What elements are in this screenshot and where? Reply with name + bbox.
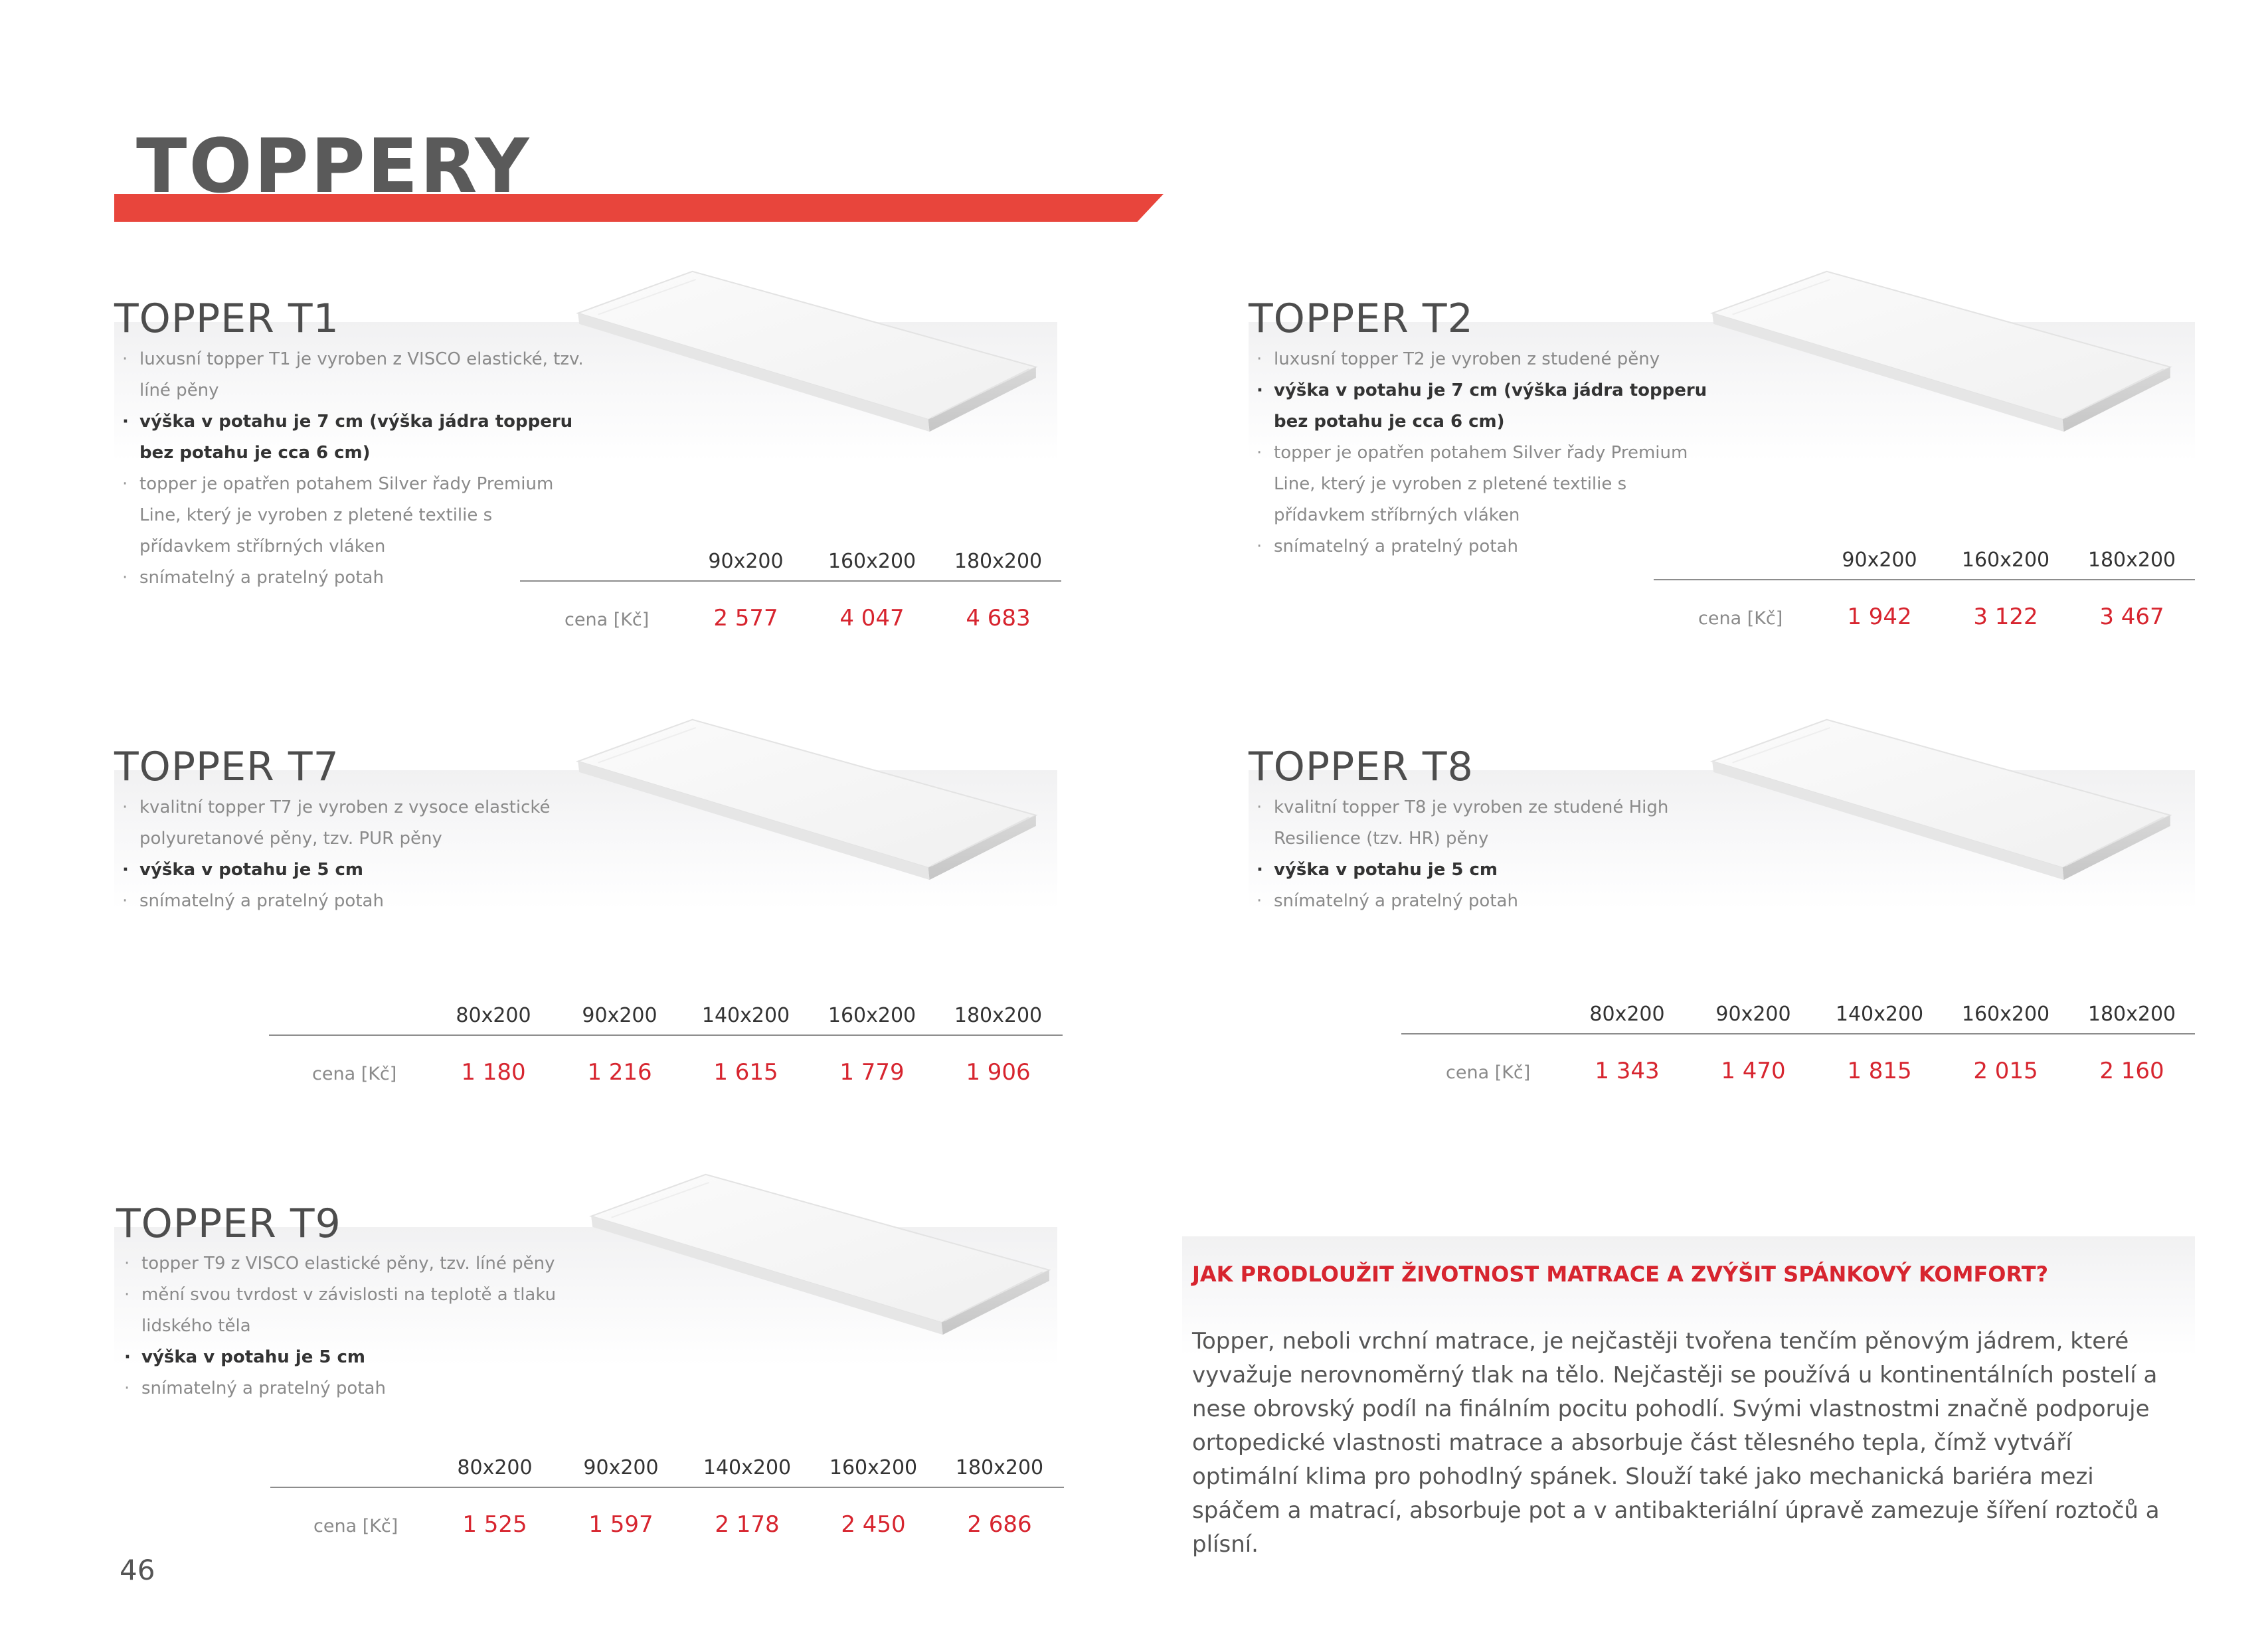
price-value: 1 216 (587, 1059, 652, 1086)
feature-item: · výška v potahu je 5 cm (120, 855, 565, 886)
feature-item: · topper T9 z VISCO elastické pěny, tzv. líné pěny (122, 1248, 560, 1280)
price-value: 1 815 (1847, 1058, 1912, 1084)
info-heading: JAK PRODLOUŽIT ŽIVOTNOST MATRACE A ZVÝŠIT SPÁNKOVÝ KOMFORT? (1192, 1262, 2049, 1287)
feature-item: · výška v potahu je 5 cm (122, 1342, 560, 1373)
product-features (1254, 792, 1699, 917)
size-label: 160x200 (829, 1456, 918, 1479)
mattress-image (1705, 714, 2177, 890)
price-value: 1 180 (461, 1059, 526, 1086)
size-label: 140x200 (703, 1456, 792, 1479)
product-title: TOPPER T8 (1249, 744, 1474, 790)
product-title: TOPPER T2 (1249, 295, 1474, 342)
feature-item: · luxusní topper T1 je vyroben z VISCO elastické, tzv. líné pěny (120, 344, 584, 406)
price-value: 2 577 (713, 605, 778, 631)
size-label: 90x200 (583, 1456, 659, 1479)
price-value: 2 178 (715, 1511, 780, 1538)
page-title: TOPPERY (136, 124, 531, 210)
size-label: 80x200 (1589, 1003, 1665, 1026)
product-features (120, 344, 584, 594)
product-features (1254, 344, 1719, 562)
feature-item: · kvalitní topper T8 je vyroben ze studené High Resilience (tzv. HR) pěny (1254, 792, 1699, 855)
size-label: 180x200 (954, 1004, 1043, 1027)
size-label: 140x200 (1835, 1003, 1924, 1026)
mattress-image (571, 714, 1043, 890)
price-value: 3 122 (1973, 604, 2038, 630)
price-label: cena [Kč] (313, 1516, 398, 1536)
size-label: 180x200 (955, 1456, 1044, 1479)
price-value: 1 597 (588, 1511, 654, 1538)
table-rule (269, 1034, 1063, 1036)
product-features (120, 792, 565, 917)
size-label: 90x200 (1715, 1003, 1791, 1026)
size-label: 160x200 (1961, 1003, 2050, 1026)
size-label: 90x200 (708, 550, 784, 573)
size-label: 160x200 (828, 550, 916, 573)
size-label: 140x200 (701, 1004, 790, 1027)
feature-item: · snímatelný a pratelný potah (122, 1373, 560, 1404)
size-label: 180x200 (954, 550, 1043, 573)
price-label: cena [Kč] (312, 1064, 397, 1084)
price-table (269, 1004, 1063, 1097)
feature-item: · výška v potahu je 7 cm (výška jádra topperu bez potahu je cca 6 cm) (120, 406, 584, 469)
size-label: 90x200 (582, 1004, 657, 1027)
feature-item: · kvalitní topper T7 je vyroben z vysoce elastické polyuretanové pěny, tzv. PUR pěny (120, 792, 565, 855)
feature-item: · luxusní topper T2 je vyroben z studené pěny (1254, 344, 1719, 375)
feature-item: · topper je opatřen potahem Silver řady Premium Line, který je vyroben z pletené textilie s přídavkem stříbrných vláken (120, 469, 584, 562)
price-label: cena [Kč] (1698, 608, 1783, 629)
size-label: 80x200 (457, 1456, 533, 1479)
feature-item: · snímatelný a pratelný potah (120, 562, 584, 594)
price-value: 1 525 (462, 1511, 527, 1538)
price-value: 4 683 (966, 605, 1031, 631)
price-value: 4 047 (839, 605, 905, 631)
table-rule (1401, 1033, 2195, 1034)
feature-item: · snímatelný a pratelný potah (1254, 531, 1719, 562)
product-title: TOPPER T7 (114, 744, 339, 790)
table-rule (270, 1487, 1064, 1488)
size-label: 160x200 (828, 1004, 916, 1027)
price-value: 1 343 (1595, 1058, 1660, 1084)
table-rule (520, 580, 1061, 582)
price-value: 1 906 (966, 1059, 1031, 1086)
price-value: 2 015 (1973, 1058, 2038, 1084)
price-value: 1 470 (1721, 1058, 1786, 1084)
feature-item: · mění svou tvrdost v závislosti na teplotě a tlaku lidského těla (122, 1280, 560, 1342)
info-text: Topper, neboli vrchní matrace, je nejčastěji tvořena tenčím pěnovým jádrem, které vyvažuje nerovnoměrný tlak na tělo. Nejčastěji se používá u kontinentálních postelí a nese obrovský podíl na finálním pocitu pohodlí. Svými vlastnostmi značně podporuje ortopedické vlastnosti matrace a absorbuje část tělesného tepla, čímž vytváří optimální klima pro pohodlný spánek. Slouží také jako mechanická bariéra mezi spáčem a matrací, absorbuje pot a v antibakteriální úpravě zamezuje šíření roztočů a plísní. (1192, 1328, 2160, 1558)
feature-item: · topper je opatřen potahem Silver řady Premium Line, který je vyroben z pletené textilie s přídavkem stříbrných vláken (1254, 438, 1719, 531)
price-value: 2 450 (841, 1511, 906, 1538)
page-number: 46 (120, 1554, 155, 1586)
size-label: 180x200 (2087, 1003, 2176, 1026)
price-value: 2 686 (967, 1511, 1032, 1538)
size-label: 180x200 (2087, 548, 2176, 572)
feature-item: · snímatelný a pratelný potah (1254, 886, 1699, 917)
size-label: 90x200 (1842, 548, 1917, 572)
price-value: 2 160 (2099, 1058, 2164, 1084)
price-table (270, 1456, 1064, 1549)
product-title: TOPPER T9 (116, 1200, 341, 1247)
price-table (1401, 1003, 2195, 1096)
size-label: 160x200 (1961, 548, 2050, 572)
size-label: 80x200 (456, 1004, 531, 1027)
product-title: TOPPER T1 (114, 295, 339, 342)
mattress-image (1705, 266, 2177, 442)
feature-item: · výška v potahu je 5 cm (1254, 855, 1699, 886)
mattress-image (584, 1169, 1056, 1345)
price-value: 1 615 (713, 1059, 778, 1086)
product-features (122, 1248, 560, 1404)
feature-item: · výška v potahu je 7 cm (výška jádra topperu bez potahu je cca 6 cm) (1254, 375, 1719, 438)
price-label: cena [Kč] (565, 610, 650, 630)
price-table (1654, 548, 2195, 641)
price-table (520, 550, 1061, 643)
table-rule (1654, 579, 2195, 580)
price-value: 1 942 (1847, 604, 1912, 630)
price-value: 3 467 (2099, 604, 2164, 630)
feature-item: · snímatelný a pratelný potah (120, 886, 565, 917)
price-label: cena [Kč] (1446, 1062, 1531, 1083)
price-value: 1 779 (839, 1059, 905, 1086)
mattress-image (571, 266, 1043, 442)
